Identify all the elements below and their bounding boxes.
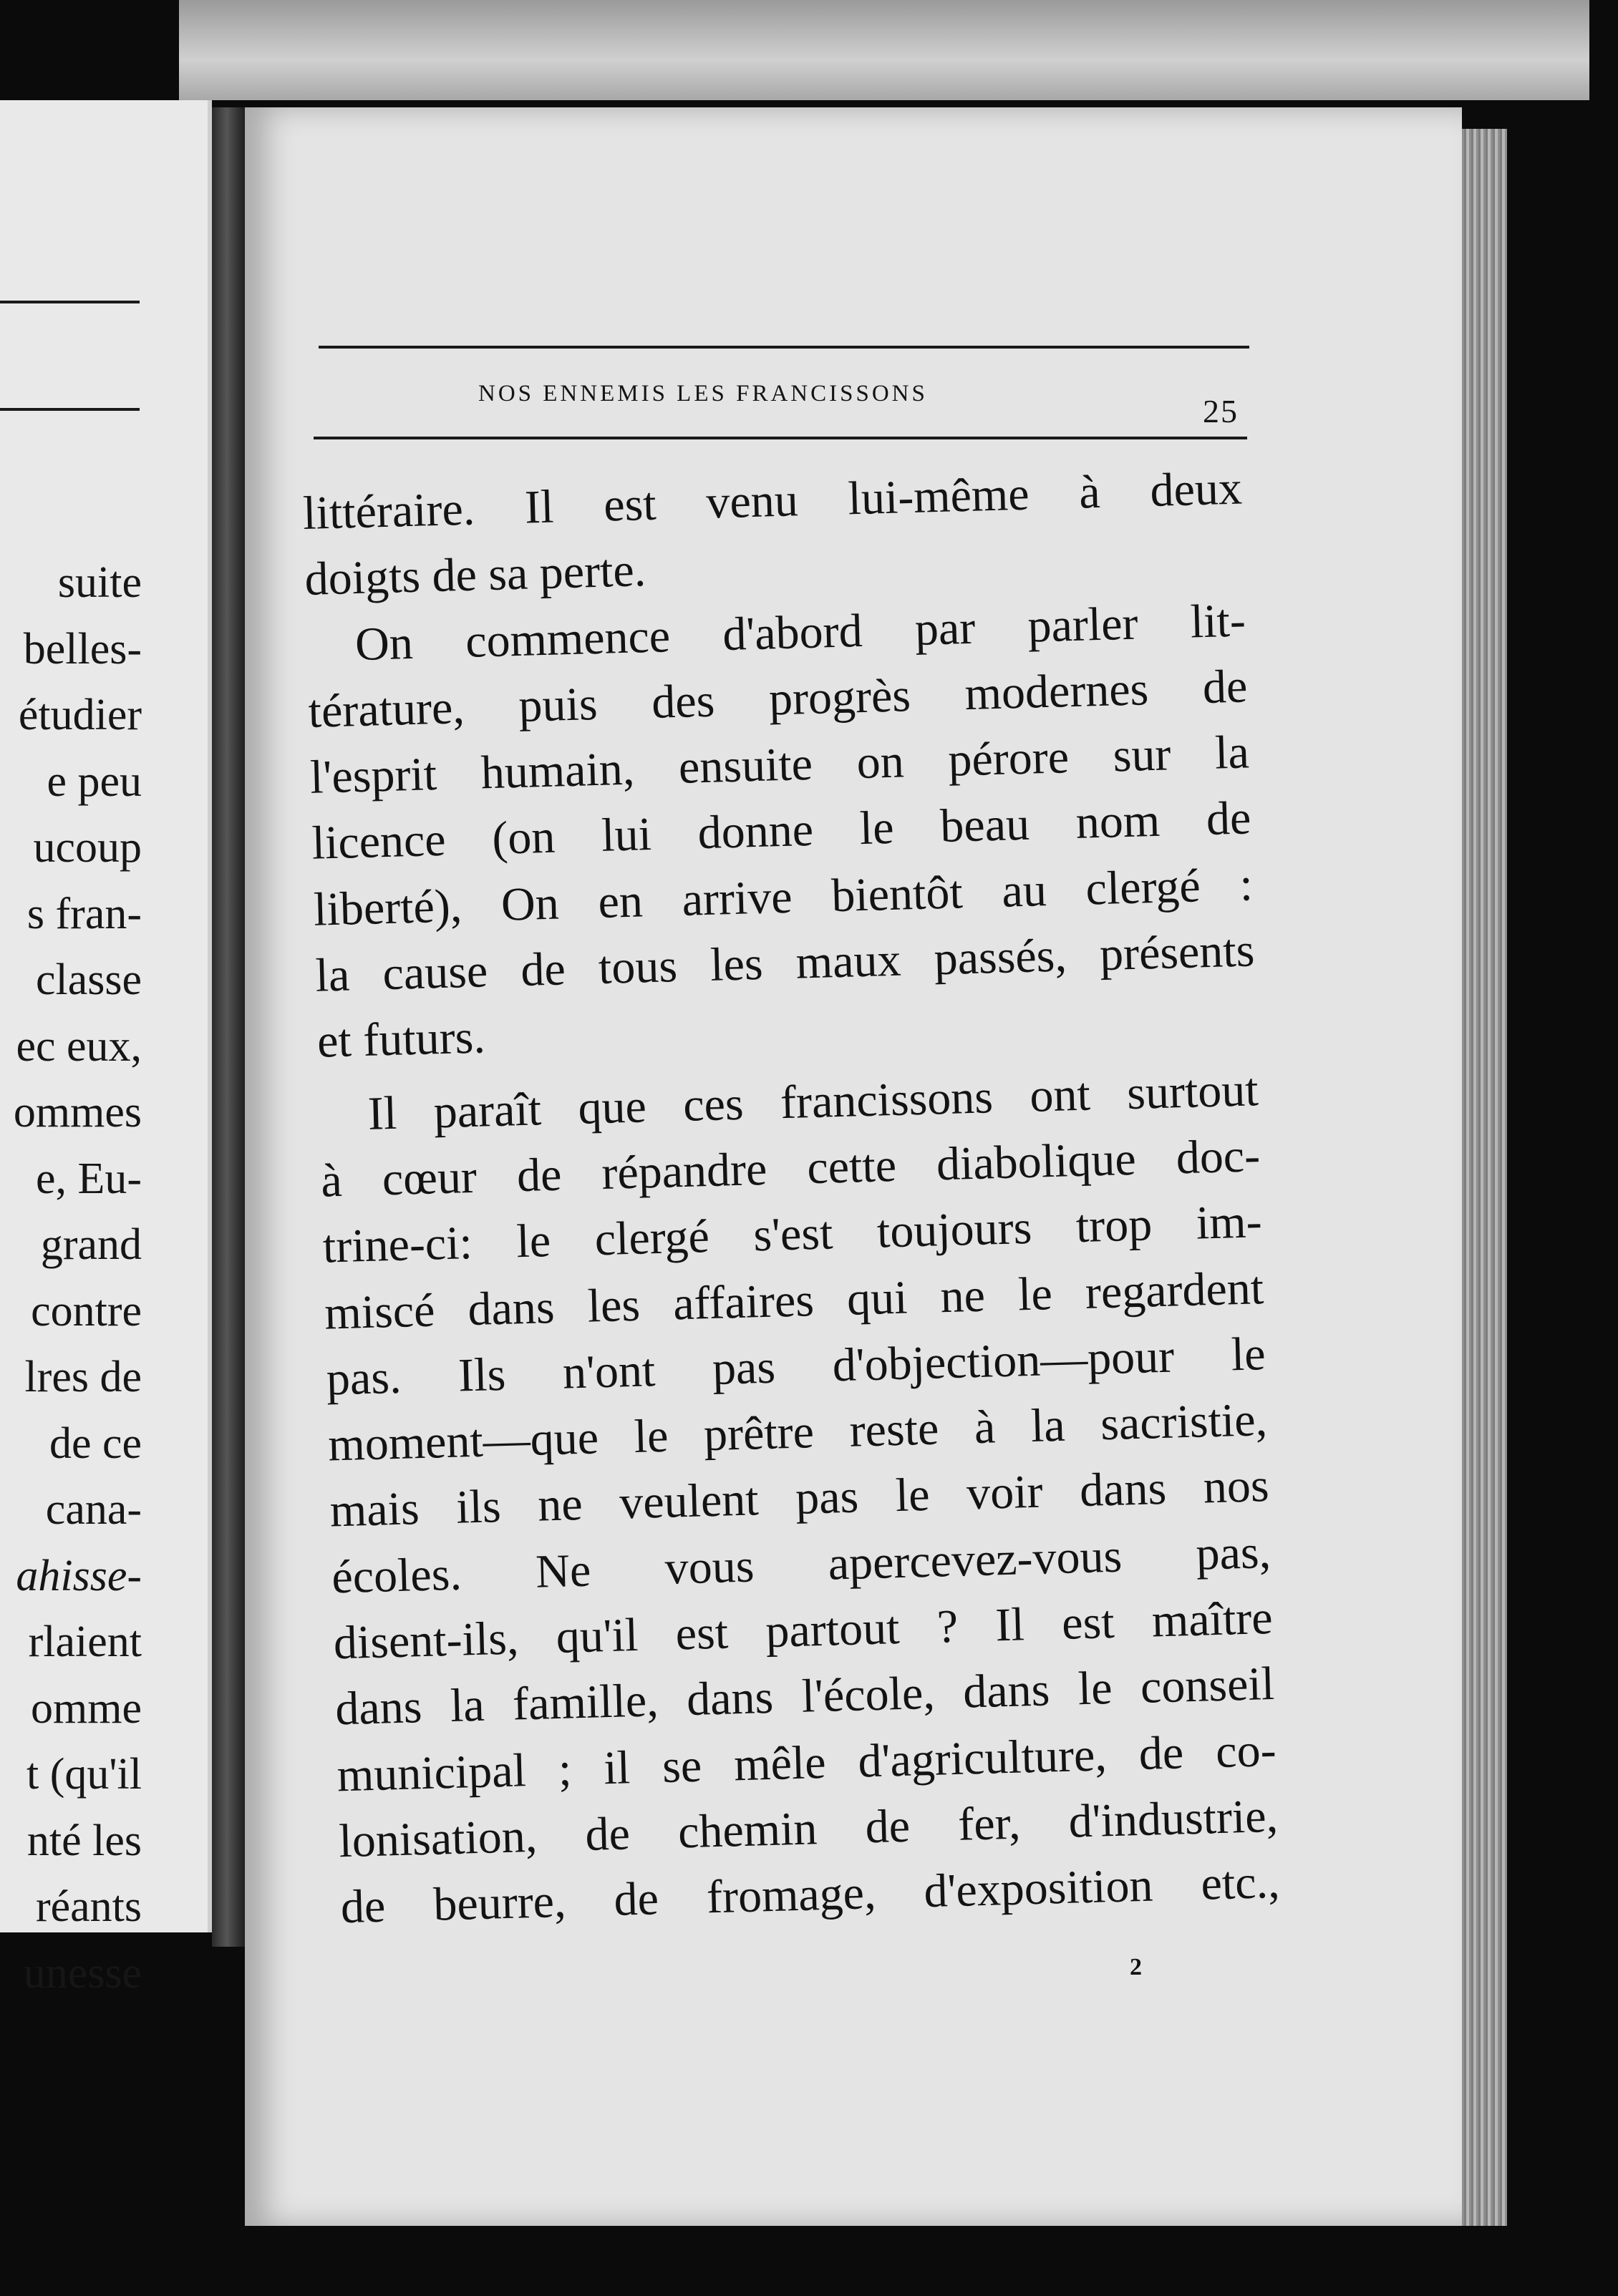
left-line: étudier [18, 691, 142, 739]
header-rule-top [319, 346, 1249, 349]
text-line: dans la famille, dans l'école, dans le conseil [334, 1658, 1275, 1736]
text-line: licence (on lui donne le beau nom de [311, 792, 1252, 870]
text-line: On commence d'abord par parler lit- [354, 594, 1246, 671]
left-line: s fran- [26, 889, 142, 938]
text-line: la cause de tous les maux passés, présents [314, 924, 1256, 1002]
left-line: t (qu'il [26, 1750, 142, 1799]
left-line: lres de [24, 1353, 142, 1401]
text-line: térature, puis des progrès modernes de [307, 660, 1249, 738]
left-line: belles- [23, 624, 142, 673]
left-line: ucoup [33, 823, 142, 872]
left-line: de ce [49, 1419, 142, 1468]
left-line: e peu [47, 757, 142, 806]
text-line: mais ils ne veulent pas le voir dans nos [329, 1459, 1270, 1537]
text-line: et futurs. [316, 1011, 486, 1069]
text-line: disent-ils, qu'il est partout ? Il est maître [332, 1591, 1274, 1670]
left-line: classe [35, 955, 142, 1004]
body-text [302, 456, 1281, 1941]
page-edge-stack [1457, 129, 1507, 2226]
header-rule-bottom [314, 437, 1247, 439]
left-line: grand [40, 1220, 142, 1269]
text-line: municipal ; il se mêle d'agriculture, de co- [336, 1723, 1277, 1801]
left-line: réants [35, 1882, 142, 1931]
text-line: doigts de sa perte. [304, 544, 647, 606]
text-line: miscé dans les affaires qui ne le regardent [324, 1261, 1264, 1340]
running-head: NOS ENNEMIS LES FRANCISSONS [478, 381, 928, 407]
text-line: écoles. Ne vous apercevez-vous pas, [331, 1525, 1271, 1604]
left-line: unesse [23, 1948, 142, 1998]
text-line: l'esprit humain, ensuite on pérore sur la [309, 726, 1250, 804]
left-page-text [0, 550, 142, 2006]
left-line: suite [57, 558, 142, 607]
left-header-rule-top [0, 301, 140, 303]
text-line: littéraire. Il est venu lui-même à deux [302, 462, 1243, 540]
left-line: ec eux, [16, 1021, 142, 1071]
left-line: rlaient [28, 1618, 142, 1666]
text-line: moment—que le prêtre reste à la sacristie, [327, 1393, 1268, 1472]
signature-mark: 2 [1130, 1954, 1142, 1980]
text-line: pas. Ils n'ont pas d'objection—pour le [325, 1327, 1266, 1406]
left-line: e, Eu- [35, 1154, 142, 1203]
text-line: lonisation, de chemin de fer, d'industrie, [338, 1789, 1279, 1868]
left-header-rule-bottom [0, 408, 140, 411]
left-line: ommes [13, 1088, 142, 1137]
left-line: cana- [45, 1485, 142, 1534]
book-binding [212, 107, 245, 1947]
left-line: nté les [26, 1816, 142, 1865]
left-line: contre [31, 1286, 142, 1336]
left-line: omme [31, 1683, 142, 1733]
left-line: ahisse- [16, 1551, 142, 1600]
text-line: à cœur de répandre cette diabolique doc- [320, 1129, 1261, 1207]
book-top-edge [179, 0, 1589, 100]
text-line: liberté), On en arrive bientôt au clergé : [313, 858, 1254, 936]
text-line: trine-ci: le clergé s'est toujours trop im- [321, 1195, 1263, 1273]
text-line: Il paraît que ces francissons ont surtout [367, 1063, 1259, 1140]
page-number: 25 [1203, 393, 1239, 429]
text-line: de beurre, de fromage, d'exposition etc., [339, 1856, 1281, 1934]
left-facing-page [0, 100, 212, 1998]
